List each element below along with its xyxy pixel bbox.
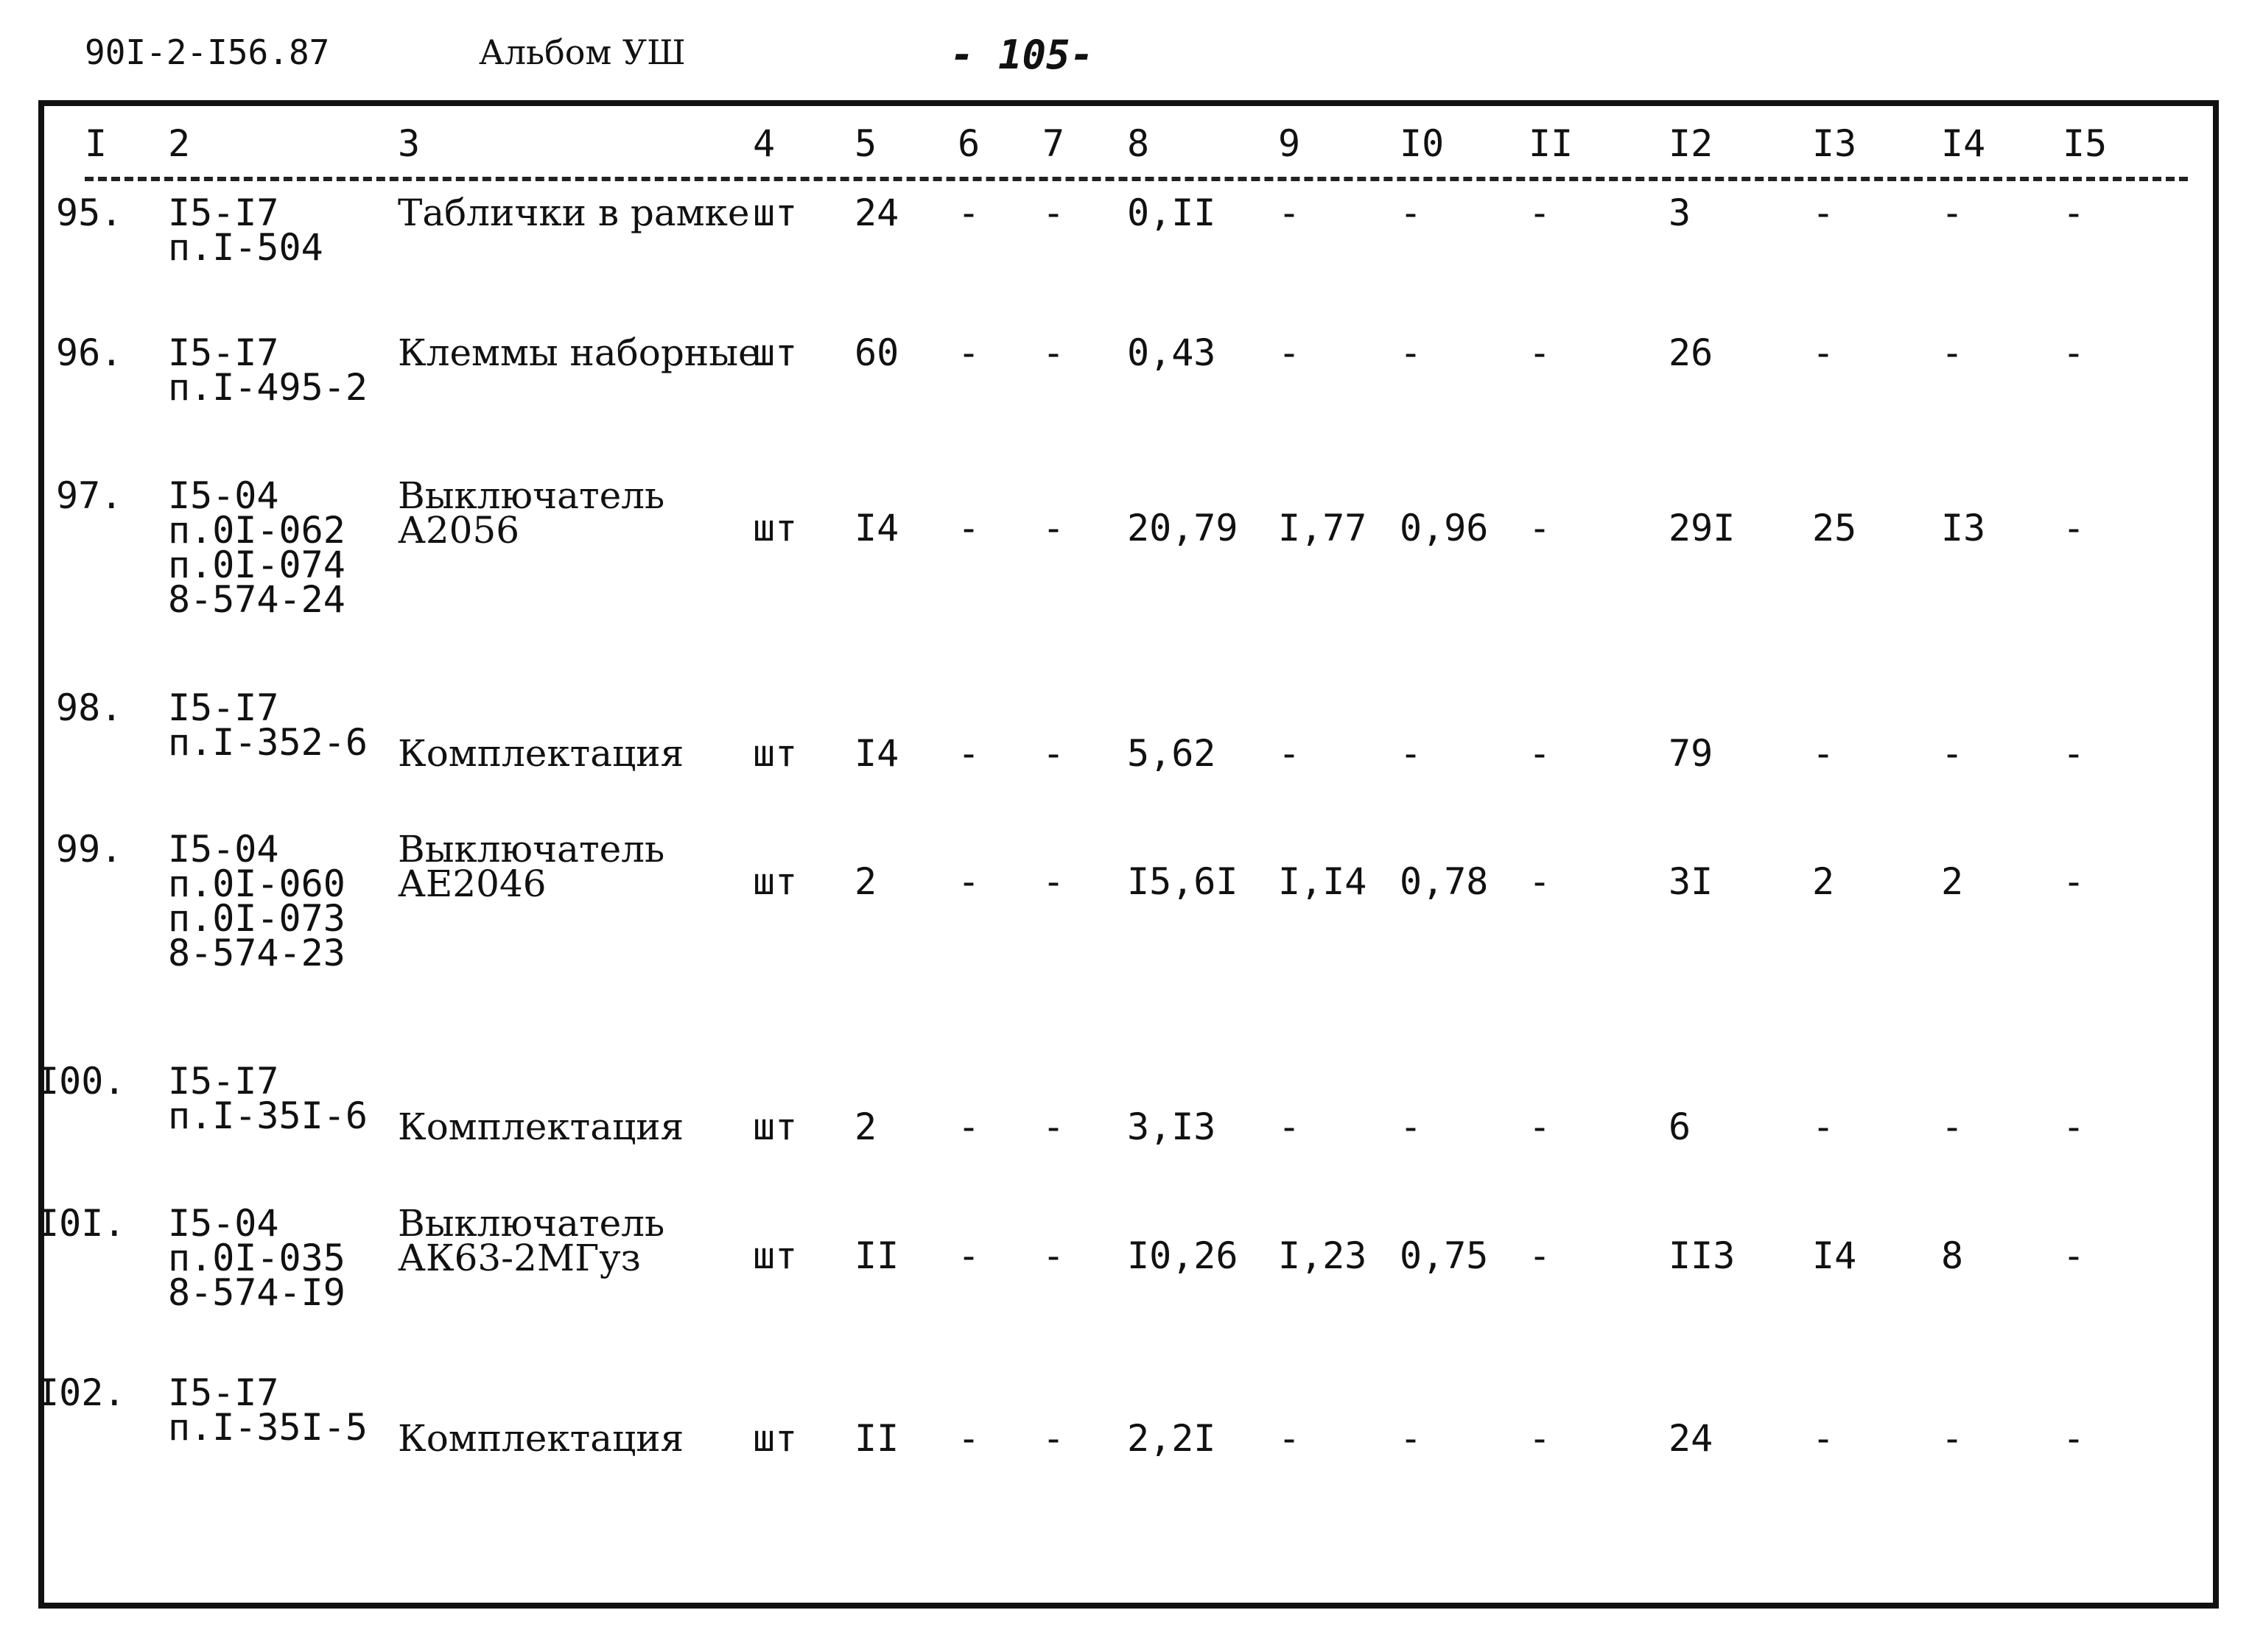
value-cell-c8: 0,43 [1127, 331, 1216, 374]
column-number: II [1529, 122, 1573, 165]
reference-cell [168, 686, 368, 764]
value-cell-c9: - [1278, 191, 1301, 234]
value-cell-c14: 8 [1941, 1234, 1964, 1277]
value-cell-c6: - [958, 1106, 980, 1148]
item-name-line: Комплектация [398, 1417, 684, 1460]
reference-line: 8-574-24 [168, 578, 345, 621]
value-cell-c12: 29I [1669, 507, 1736, 549]
reference-cell [168, 1371, 368, 1449]
value-cell-c14: - [1941, 1417, 1964, 1460]
value-cell-c11: - [1529, 1234, 1551, 1277]
value-cell-c13: - [1812, 191, 1835, 234]
value-cell-c9: I,I4 [1278, 860, 1367, 903]
value-cell-c12: 3I [1669, 860, 1713, 903]
value-cell-c7: - [1042, 1106, 1065, 1148]
value-cell-c15: - [2063, 732, 2085, 775]
value-cell-c9: I,23 [1278, 1234, 1367, 1277]
value-cell-c6: - [958, 860, 980, 903]
item-name-line: Таблички в рамке [398, 191, 750, 234]
reference-line: п.0I-062 [168, 509, 345, 552]
value-cell-c10: 0,96 [1400, 507, 1489, 549]
value-cell-c13: I4 [1812, 1234, 1857, 1277]
item-name-cell [398, 191, 750, 234]
unit-cell: шт [753, 191, 798, 234]
value-cell-c6: - [958, 1417, 980, 1460]
value-cell-c5: 2 [855, 1106, 877, 1148]
value-cell-c11: - [1529, 732, 1551, 775]
value-cell-c8: I5,6I [1127, 860, 1238, 903]
row-number: 97. [56, 474, 123, 517]
row-number: I02. [37, 1371, 126, 1414]
column-number: 2 [168, 122, 191, 165]
value-cell-c5: 24 [855, 191, 899, 234]
value-cell-c10: 0,75 [1400, 1234, 1489, 1277]
value-cell-c12: 26 [1669, 331, 1713, 374]
value-cell-c8: 3,I3 [1127, 1106, 1216, 1148]
column-number: 3 [398, 122, 421, 165]
reference-line: п.0I-060 [168, 862, 345, 905]
reference-cell [168, 191, 323, 269]
unit-cell: шт [753, 507, 798, 549]
value-cell-c5: I4 [855, 732, 899, 775]
value-cell-c14: - [1941, 191, 1964, 234]
value-cell-c10: 0,78 [1400, 860, 1489, 903]
item-name-cell [398, 828, 665, 905]
unit-cell: шт [753, 1234, 798, 1277]
reference-line: 8-574-I9 [168, 1271, 345, 1314]
reference-line: I5-I7 [168, 191, 279, 234]
reference-line: п.I-352-6 [168, 721, 368, 764]
value-cell-c14: - [1941, 732, 1964, 775]
value-cell-c15: - [2063, 331, 2085, 374]
reference-line: I5-04 [168, 828, 279, 871]
row-number: 99. [56, 828, 123, 871]
item-name-cell [398, 732, 684, 775]
value-cell-c8: 0,II [1127, 191, 1216, 234]
value-cell-c7: - [1042, 507, 1065, 549]
row-number: 98. [56, 686, 123, 729]
value-cell-c11: - [1529, 191, 1551, 234]
reference-line: I5-I7 [168, 686, 279, 729]
value-cell-c9: - [1278, 732, 1301, 775]
value-cell-c8: I0,26 [1127, 1234, 1238, 1277]
value-cell-c10: - [1400, 1417, 1422, 1460]
value-cell-c6: - [958, 507, 980, 549]
value-cell-c13: - [1812, 331, 1835, 374]
column-number: 5 [855, 122, 877, 165]
reference-line: I5-I7 [168, 1060, 279, 1103]
column-number: 7 [1042, 122, 1065, 165]
value-cell-c14: 2 [1941, 860, 1964, 903]
value-cell-c12: II3 [1669, 1234, 1736, 1277]
value-cell-c6: - [958, 1234, 980, 1277]
item-name-line: Комплектация [398, 1106, 684, 1148]
value-cell-c5: 60 [855, 331, 899, 374]
column-number: 9 [1278, 122, 1301, 165]
item-name-line: Клеммы наборные [398, 331, 760, 374]
row-number: I0I. [37, 1202, 126, 1245]
reference-line: п.0I-074 [168, 544, 345, 586]
value-cell-c10: - [1400, 331, 1422, 374]
value-cell-c5: II [855, 1234, 899, 1277]
reference-line: п.0I-073 [168, 897, 345, 940]
reference-cell [168, 828, 345, 974]
column-number: I0 [1400, 122, 1445, 165]
value-cell-c14: - [1941, 331, 1964, 374]
reference-line: п.I-495-2 [168, 366, 368, 409]
reference-line: п.I-504 [168, 226, 323, 269]
value-cell-c13: - [1812, 1106, 1835, 1148]
unit-cell: шт [753, 1417, 798, 1460]
item-name-line: А2056 [398, 509, 520, 552]
reference-line: I5-I7 [168, 331, 279, 374]
unit-cell: шт [753, 860, 798, 903]
reference-cell [168, 1060, 368, 1137]
value-cell-c13: 2 [1812, 860, 1835, 903]
value-cell-c6: - [958, 191, 980, 234]
value-cell-c11: - [1529, 1106, 1551, 1148]
column-number: I3 [1812, 122, 1857, 165]
item-name-line: Выключатель [398, 828, 665, 871]
value-cell-c5: II [855, 1417, 899, 1460]
unit-cell: шт [753, 331, 798, 374]
reference-line: п.0I-035 [168, 1237, 345, 1279]
value-cell-c8: 5,62 [1127, 732, 1216, 775]
value-cell-c8: 2,2I [1127, 1417, 1216, 1460]
value-cell-c6: - [958, 732, 980, 775]
value-cell-c13: 25 [1812, 507, 1857, 549]
value-cell-c10: - [1400, 1106, 1422, 1148]
reference-line: 8-574-23 [168, 932, 345, 974]
value-cell-c15: - [2063, 1417, 2085, 1460]
column-number: I [85, 122, 108, 165]
value-cell-c15: - [2063, 191, 2085, 234]
value-cell-c14: I3 [1941, 507, 1986, 549]
value-cell-c12: 24 [1669, 1417, 1713, 1460]
column-number: I5 [2063, 122, 2108, 165]
reference-line: I5-04 [168, 474, 279, 517]
document-code: 90I-2-I56.87 [85, 32, 330, 72]
row-number: I00. [37, 1060, 126, 1103]
value-cell-c5: I4 [855, 507, 899, 549]
value-cell-c8: 20,79 [1127, 507, 1238, 549]
reference-line: п.I-35I-5 [168, 1406, 368, 1449]
value-cell-c13: - [1812, 1417, 1835, 1460]
column-number: I2 [1669, 122, 1713, 165]
value-cell-c7: - [1042, 191, 1065, 234]
page-number: - 105- [950, 32, 1095, 78]
value-cell-c11: - [1529, 1417, 1551, 1460]
value-cell-c6: - [958, 331, 980, 374]
value-cell-c13: - [1812, 732, 1835, 775]
value-cell-c9: - [1278, 1106, 1301, 1148]
value-cell-c12: 79 [1669, 732, 1713, 775]
item-name-line: Выключатель [398, 1202, 665, 1245]
row-number: 95. [56, 191, 123, 234]
value-cell-c9: - [1278, 1417, 1301, 1460]
header-divider [85, 177, 2188, 181]
item-name-line: АЕ2046 [398, 862, 547, 905]
column-number: I4 [1941, 122, 1986, 165]
value-cell-c7: - [1042, 860, 1065, 903]
value-cell-c7: - [1042, 1234, 1065, 1277]
unit-cell: шт [753, 732, 798, 775]
item-name-line: Выключатель [398, 474, 665, 517]
unit-cell: шт [753, 1106, 798, 1148]
item-name-cell [398, 331, 760, 374]
reference-cell [168, 1202, 345, 1314]
value-cell-c7: - [1042, 732, 1065, 775]
value-cell-c7: - [1042, 331, 1065, 374]
value-cell-c11: - [1529, 507, 1551, 549]
value-cell-c15: - [2063, 507, 2085, 549]
reference-cell [168, 474, 345, 621]
value-cell-c10: - [1400, 191, 1422, 234]
value-cell-c11: - [1529, 331, 1551, 374]
reference-line: п.I-35I-6 [168, 1094, 368, 1137]
row-number: 96. [56, 331, 123, 374]
value-cell-c7: - [1042, 1417, 1065, 1460]
value-cell-c11: - [1529, 860, 1551, 903]
reference-line: I5-I7 [168, 1371, 279, 1414]
reference-line: I5-04 [168, 1202, 279, 1245]
value-cell-c9: I,77 [1278, 507, 1367, 549]
item-name-cell [398, 474, 665, 552]
item-name-cell [398, 1106, 684, 1148]
item-name-line: Комплектация [398, 732, 684, 775]
item-name-cell [398, 1202, 665, 1279]
album-label: Альбом УШ [479, 32, 686, 72]
value-cell-c9: - [1278, 331, 1301, 374]
column-number: 6 [958, 122, 980, 165]
value-cell-c5: 2 [855, 860, 877, 903]
reference-cell [168, 331, 368, 409]
item-name-cell [398, 1417, 684, 1460]
item-name-line: АК63-2МГуз [398, 1237, 641, 1279]
value-cell-c12: 6 [1669, 1106, 1691, 1148]
value-cell-c15: - [2063, 1106, 2085, 1148]
value-cell-c12: 3 [1669, 191, 1691, 234]
value-cell-c10: - [1400, 732, 1422, 775]
column-number: 8 [1127, 122, 1150, 165]
column-number: 4 [753, 122, 776, 165]
value-cell-c15: - [2063, 860, 2085, 903]
value-cell-c14: - [1941, 1106, 1964, 1148]
value-cell-c15: - [2063, 1234, 2085, 1277]
